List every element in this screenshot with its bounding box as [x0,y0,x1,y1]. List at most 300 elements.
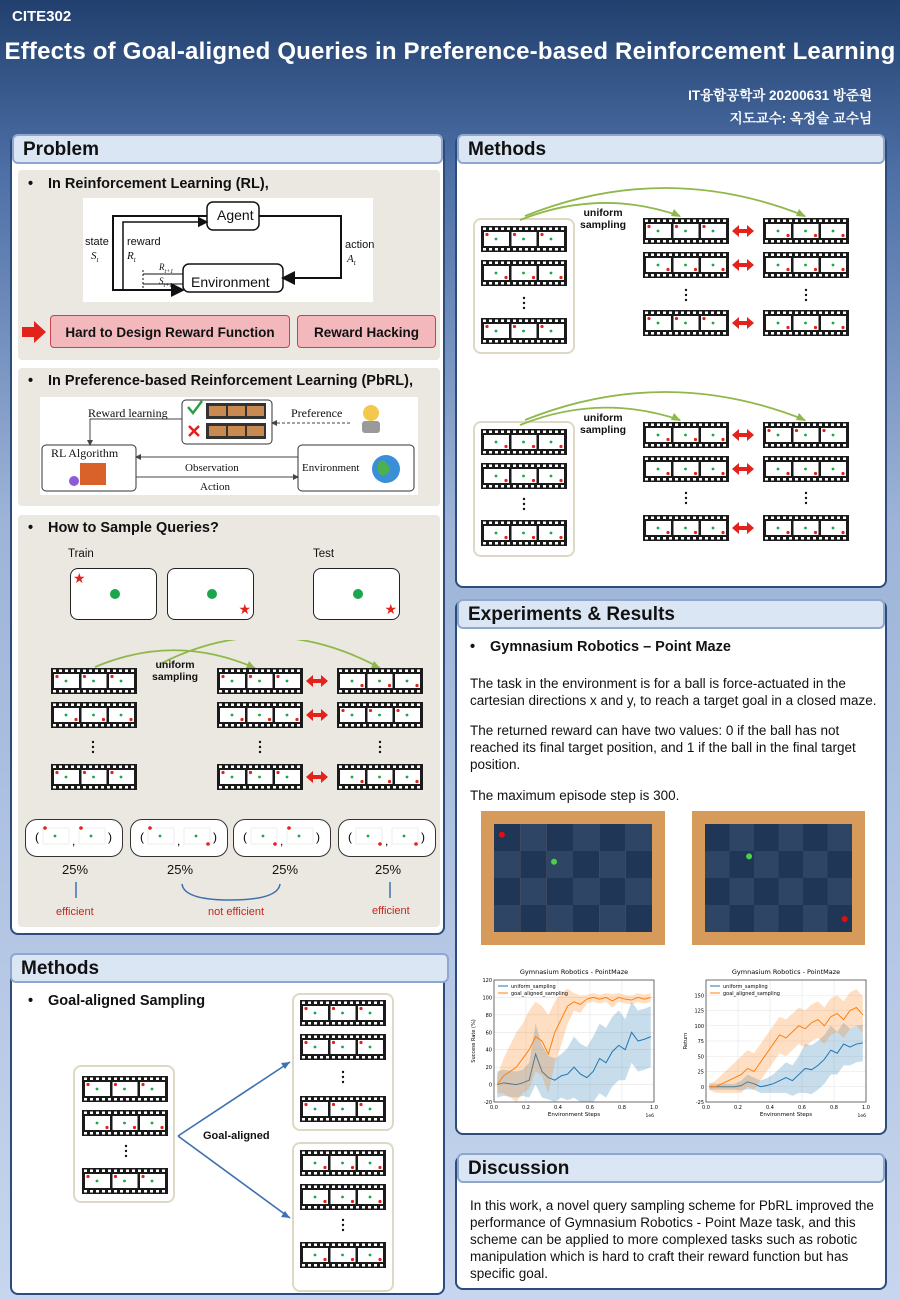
x-tick-label: 0.0 [490,1105,498,1111]
goal-dot-icon [694,531,697,534]
problem-sampling-diagram [40,640,430,805]
train-label: Train [68,548,94,560]
goal-dot-icon [332,1041,335,1044]
ellipsis-icon [259,746,261,748]
action-label-pbrl: Action [200,481,230,493]
double-arrow-icon [306,771,328,783]
maze-cell [494,824,520,851]
ball-icon [522,441,525,444]
ball-icon [262,835,265,838]
maze-cell [754,824,779,851]
ball-icon [804,527,807,530]
arrow-head-icon [671,209,681,217]
not-efficient: not efficient [208,906,265,918]
legend-label: uniform_sampling [511,984,556,990]
efficiency-brackets [40,878,420,908]
ellipsis-icon [92,741,94,743]
maze-goal-icon [499,832,505,838]
ball-icon [777,468,780,471]
goal-dot-icon [795,429,798,432]
maze-cell [803,851,828,878]
action-symbol: $A_t$ [347,253,356,268]
goal-dot-icon [273,842,277,846]
y-tick-label: 60 [485,1030,492,1037]
goal-dot-icon [559,479,562,482]
paren-text: ) [421,830,425,844]
goal-dot-icon [86,1175,89,1178]
goal-dot-icon [485,233,488,236]
ball-icon [522,475,525,478]
ellipsis-icon [805,289,807,291]
x-tick-label: 0.8 [618,1105,626,1111]
y-tick-label: 120 [482,978,492,984]
x-tick-label: 0.2 [522,1105,530,1111]
goal-dot-icon [323,1166,326,1169]
r-next-symbol: $R_{t+1}$ [159,262,174,275]
environment-label: Environment [191,274,270,290]
ball-icon [258,714,261,717]
ball-icon [369,1046,372,1049]
film-strip [300,1184,386,1210]
y-tick-label: 80 [485,1012,492,1019]
state-label: state [85,236,109,248]
ball-icon [341,1196,344,1199]
goal-dot-icon [388,780,391,783]
goal-aligned-bullet: • Goal-aligned Sampling [28,993,206,1009]
goal-dot-icon [110,675,113,678]
goal-dot-icon [415,780,418,783]
goal-dot-icon [666,438,669,441]
ellipsis-icon [805,294,807,296]
goal-dot-icon [666,531,669,534]
s-next-symbol: $S_{t+1}$ [159,276,173,289]
ball-icon [341,1254,344,1257]
author-line: IT융합공학과 20200631 방준원 [688,88,872,103]
ball-icon [550,441,553,444]
ball-icon [495,441,498,444]
goal-dot-icon [694,268,697,271]
goal-dot-icon [114,1083,117,1086]
ball-icon [314,1162,317,1165]
maze-cell [730,824,755,851]
ball-icon [286,714,289,717]
y-tick-label: -25 [695,1100,704,1106]
ball-icon [65,714,68,717]
double-arrow-icon [732,522,754,534]
goal-dot-icon [540,325,543,328]
experiments-bullet: • Gymnasium Robotics – Point Maze [470,639,731,655]
ball-icon [522,330,525,333]
film-strip [82,1168,168,1194]
ball-icon [832,230,835,233]
goal-dot-icon [83,675,86,678]
film-strip [300,1034,386,1060]
goal-dot-icon [83,771,86,774]
ball-icon [96,1088,99,1091]
goal-arrow-up [178,1062,290,1136]
double-arrow-icon [306,675,328,687]
comma-text: , [177,834,181,848]
goal-dot-icon [504,536,507,539]
pbrl-bullet: • In Preference-based Reinforcement Learning (PbRL), [28,373,413,389]
goal-dot-icon [359,1007,362,1010]
arrow-head-icon [246,661,256,669]
x-tick-label: 0.6 [586,1105,594,1111]
ball-icon [353,589,363,599]
film-strip [337,702,423,728]
goal-dot-icon [105,1126,108,1129]
goal-dot-icon [540,233,543,236]
paren-text: ( [35,830,39,844]
maze-image-1 [478,808,668,948]
goal-dot-icon [767,429,770,432]
ball-icon [495,238,498,241]
arrow-head-icon [796,413,806,421]
y-tick-label: 25 [697,1069,704,1076]
double-arrow-icon [732,317,754,329]
experiments-para-1: The task in the environment is for a ball is force-actuated in the cartesian directions x and y, to reach a target goal in a closed maze. [470,676,877,708]
ball-icon [90,835,93,838]
goal-dot-icon [647,225,650,228]
methods-left-diagram [70,990,400,1295]
ball-icon [777,322,780,325]
paren-text: ( [243,830,247,844]
ball-icon [495,330,498,333]
paren-text: ) [316,830,320,844]
hard-reward-box: Hard to Design Reward Function [50,315,290,348]
goal-dot-icon [841,531,844,534]
ball-icon [550,475,553,478]
maze-goal-icon [842,916,848,922]
x-tick-label: 0.4 [766,1105,774,1111]
ball-icon [351,776,354,779]
goal-dot-icon [351,1166,354,1169]
goal-dot-icon [504,479,507,482]
red-arrow-icon [22,321,46,343]
maze-cell [779,824,804,851]
paren-text: ( [140,830,144,844]
maze-cell [828,878,853,905]
maze-cell [520,905,546,932]
maze-cell [779,878,804,905]
y-tick-label: 125 [694,1008,704,1015]
film-strip [82,1110,168,1136]
goal-dot-icon [396,709,399,712]
double-arrow-icon [732,429,754,441]
ball-icon [258,776,261,779]
goal-dot-icon [249,771,252,774]
goal-dot-icon [304,1103,307,1106]
goal-dot-icon [532,479,535,482]
film-strip [51,702,137,728]
ellipsis-icon [92,751,94,753]
maze-cell [803,824,828,851]
ball-icon [684,434,687,437]
ball-icon [657,230,660,233]
goal-dot-icon [276,675,279,678]
goal-dot-icon [378,1258,381,1261]
goal-dot-icon [359,1103,362,1106]
film-strip [763,456,849,482]
experiments-para-3: The maximum episode step is 300. [470,788,680,803]
goal-dot-icon [721,268,724,271]
maze-cell [754,905,779,932]
ellipsis-icon [523,302,525,304]
ball-icon [341,1046,344,1049]
maze-cell [547,851,573,878]
ellipsis-icon [379,741,381,743]
goal-dot-icon [841,472,844,475]
x-axis-label: Environment Steps [759,1112,813,1118]
preference-label: Preference [291,406,343,420]
uniform-sampling-label: uniform sampling [152,659,199,683]
film-strip [763,422,849,448]
goal-dot-icon [504,445,507,448]
ball-icon [231,776,234,779]
ball-icon [65,680,68,683]
goal-dot-icon [160,1126,163,1129]
ball-icon [314,1196,317,1199]
ball-icon [96,1180,99,1183]
goal-dot-icon [351,1258,354,1261]
discussion-heading: Discussion [457,1153,885,1183]
film-strip [763,218,849,244]
film-strip [300,1150,386,1176]
ball-icon [684,264,687,267]
goal-dot-icon [559,536,562,539]
goal-dot-icon [559,276,562,279]
goal-dot-icon [378,1166,381,1169]
legend-label: uniform_sampling [723,984,768,990]
goal-arrow-down [178,1136,290,1218]
film-strip [481,520,567,546]
maze-cell [779,851,804,878]
pct-4: 25% [374,862,402,877]
film-strip [300,1242,386,1268]
goal-dot-icon [304,1007,307,1010]
arrow-head-icon [796,209,806,217]
film-strip [481,429,567,455]
film-strip [643,218,729,244]
course-code: CITE302 [12,8,72,25]
goal-dot-icon [702,225,705,228]
goal-dot-icon [304,1041,307,1044]
y-tick-label: -20 [483,1100,492,1106]
ball-icon [657,264,660,267]
goal-dot-icon [675,225,678,228]
discussion-text: In this work, a novel query sampling scheme for PbRL improved the performance of Gymnasium Robotics - Point Maze task, and this scheme can be applied to more complexed tasks such as robotic manipulation which is hard to craft their reward function but has specific goal. [470,1198,874,1281]
maze-ball-icon [746,853,752,859]
ball-icon [92,714,95,717]
goal-dot-icon [55,771,58,774]
goal-dot-icon [666,472,669,475]
train-env-2 [167,568,254,620]
ball-icon [684,230,687,233]
goal-dot-icon [786,531,789,534]
maze-cell [573,824,599,851]
ellipsis-icon [259,751,261,753]
ellipsis-icon [523,503,525,505]
ellipsis-icon [805,492,807,494]
x-tick-label: 0.4 [554,1105,562,1111]
goal-dot-icon [513,233,516,236]
ball-icon [522,272,525,275]
film-strip [300,1096,386,1122]
goal-dot-icon [814,326,817,329]
ellipsis-icon [805,497,807,499]
efficient-right: efficient [372,905,410,917]
goal-dot-icon [249,675,252,678]
ball-icon [832,322,835,325]
goal-dot-icon [822,429,825,432]
goal-dot-icon [814,472,817,475]
goal-dot-icon [841,268,844,271]
film-strip [217,764,303,790]
ball-icon [369,1108,372,1111]
ellipsis-icon [125,1150,127,1152]
ellipsis-icon [259,741,261,743]
ball-icon [832,527,835,530]
methods-right-heading: Methods [457,134,885,164]
goal-dot-icon [702,317,705,320]
ellipsis-icon [685,502,687,504]
film-strip [643,515,729,541]
maze-cell [573,905,599,932]
maze-cell [828,824,853,851]
goal-star-icon: ★ [73,570,86,586]
ball-icon [123,1122,126,1125]
goal-dot-icon [148,826,152,830]
film-strip [481,463,567,489]
goal-dot-icon [287,826,291,830]
goal-dot-icon [359,1041,362,1044]
train-env-1 [70,568,157,620]
film-strip [763,515,849,541]
pct-3: 25% [271,862,299,877]
goal-dot-icon [485,325,488,328]
maze-cell [599,824,625,851]
ball-icon [120,714,123,717]
y-axis-label: Return [683,1032,689,1050]
ball-icon [406,714,409,717]
ball-icon [207,589,217,599]
goal-dot-icon [814,268,817,271]
ball-icon [804,322,807,325]
goal-dot-icon [378,1200,381,1203]
goal-aligned-label: Goal-aligned [203,1130,270,1142]
ball-icon [804,264,807,267]
y-tick-label: 20 [485,1065,492,1072]
film-strip [337,668,423,694]
ball-icon [777,434,780,437]
ball-icon [314,1254,317,1257]
maze-cell [626,905,652,932]
goal-dot-icon [841,326,844,329]
double-arrow-icon [732,259,754,271]
goal-dot-icon [129,718,132,721]
double-arrow-icon [306,709,328,721]
ball-icon [712,230,715,233]
maze-cell [626,878,652,905]
goal-dot-icon [814,234,817,237]
goal-dot-icon [675,317,678,320]
goal-dot-icon [360,684,363,687]
film-strip [82,1076,168,1102]
ellipsis-icon [685,299,687,301]
ball-icon [522,238,525,241]
goal-star-icon: ★ [238,601,251,617]
legend-label: goal_aligned_sampling [723,991,780,997]
ball-icon [195,835,198,838]
ellipsis-icon [685,289,687,291]
goal-dot-icon [721,472,724,475]
x-tick-label: 0.2 [734,1105,742,1111]
maze-ball-icon [551,859,557,865]
ball-icon [403,835,406,838]
ball-icon [550,238,553,241]
methods-right-diagram [470,180,870,560]
action-label: action [345,239,375,251]
ellipsis-icon [342,1076,344,1078]
test-label: Test [313,548,335,560]
maze-cell [803,905,828,932]
rl-algorithm-label: RL Algorithm [51,446,119,460]
goal-dot-icon [388,684,391,687]
ball-icon [286,776,289,779]
ball-icon [96,1122,99,1125]
maze-cell [520,878,546,905]
ellipsis-icon [379,746,381,748]
ball-icon [314,1046,317,1049]
goal-dot-icon [786,326,789,329]
x-tick-label: 0.6 [798,1105,806,1111]
ball-icon [151,1180,154,1183]
y-tick-label: 0 [700,1084,704,1091]
film-strip [51,668,137,694]
goal-dot-icon [647,317,650,320]
agent-label: Agent [217,207,254,223]
maze-cell [494,851,520,878]
test-env [313,568,400,620]
ball-icon [65,776,68,779]
ball-icon [369,1254,372,1257]
chart-title: Gymnasium Robotics - PointMaze [731,968,841,976]
paren-text: ) [213,830,217,844]
ball-icon [378,776,381,779]
ball-icon [341,1108,344,1111]
goal-dot-icon [369,709,372,712]
rl-diagram [83,198,373,302]
ball-icon [684,468,687,471]
goal-dot-icon [240,718,243,721]
goal-dot-icon [268,718,271,721]
success-rate-chart [470,964,670,1124]
film-strip [643,310,729,336]
ellipsis-icon [342,1071,344,1073]
ball-icon [657,434,660,437]
goal-dot-icon [841,234,844,237]
maze-image-2 [689,808,868,948]
ball-icon [712,468,715,471]
x-tick-label: 1.0 [862,1105,870,1111]
y-tick-label: 0 [488,1082,492,1089]
ellipsis-icon [523,498,525,500]
ball-icon [777,527,780,530]
goal-dot-icon [351,1200,354,1203]
environment-label-pbrl: Environment [302,462,360,474]
observation-label: Observation [185,462,239,474]
maze-cell [705,878,730,905]
